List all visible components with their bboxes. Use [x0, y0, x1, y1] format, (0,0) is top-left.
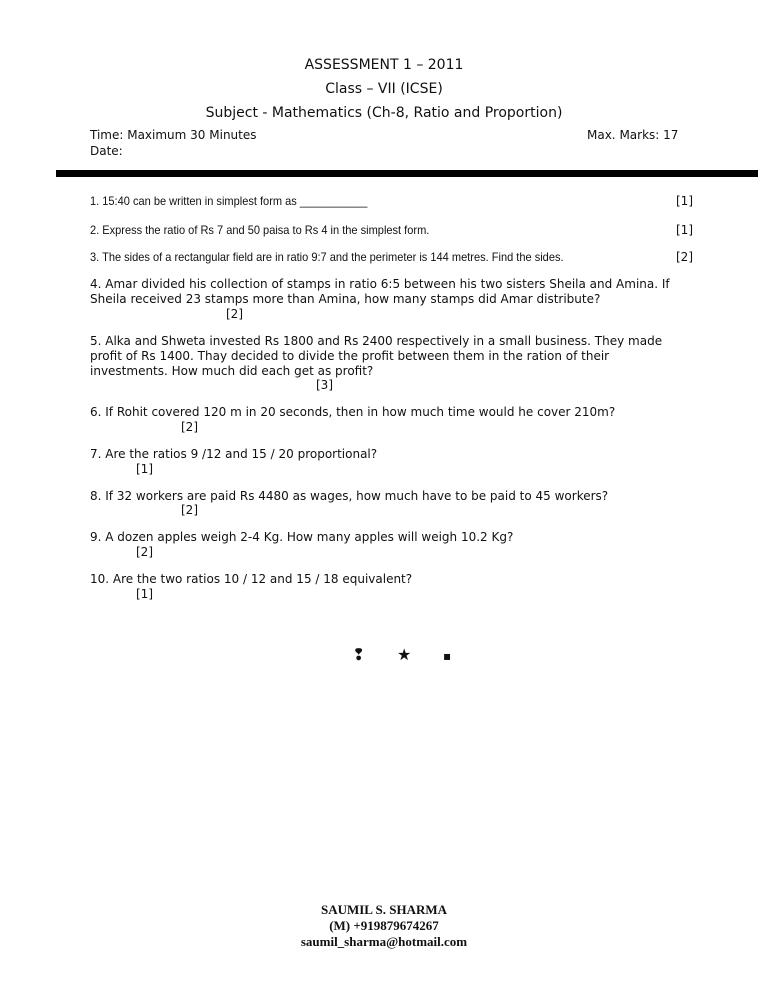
question-9-marks: [2]	[136, 545, 153, 559]
subject-title: Subject - Mathematics (Ch-8, Ratio and Proportion)	[205, 105, 563, 121]
question-8: 8. If 32 workers are paid Rs 4480 as wages, how much have to be paid to 45 workers?	[90, 489, 609, 503]
class-title: Class – VII (ICSE)	[325, 81, 443, 97]
question-4-line-1: 4. Amar divided his collection of stamps in ratio 6:5 between his two sisters Sheila and Amina. If	[90, 277, 670, 291]
author-phone: (M) +919879674267	[329, 918, 439, 933]
question-9: 9. A dozen apples weigh 2-4 Kg. How many apples will weigh 10.2 Kg?	[90, 530, 514, 544]
question-2: 2. Express the ratio of Rs 7 and 50 paisa to Rs 4 in the simplest form.	[90, 223, 430, 237]
question-10: 10. Are the two ratios 10 / 12 and 15 / 18 equivalent?	[90, 572, 413, 586]
question-1: 1. 15:40 can be written in simplest form as ___________	[90, 194, 368, 208]
question-8-marks: [2]	[181, 503, 198, 517]
author-name: SAUMIL S. SHARMA	[320, 902, 448, 917]
question-3: 3. The sides of a rectangular field are in ratio 9:7 and the perimeter is 144 metres. Find the sides.	[90, 250, 564, 264]
assessment-title: ASSESSMENT 1 – 2011	[304, 57, 464, 73]
question-2-marks: [1]	[676, 223, 693, 237]
question-7: 7. Are the ratios 9 /12 and 15 / 20 proportional?	[90, 447, 378, 461]
question-5-line-3: investments. How much did each get as profit?	[90, 364, 374, 378]
question-4-marks: [2]	[226, 307, 243, 321]
max-marks-label: Max. Marks: 17	[587, 128, 679, 142]
question-1-marks: [1]	[676, 194, 693, 208]
question-5-line-2: profit of Rs 1400. Thay decided to divide the profit between them in the ration of their	[90, 349, 610, 363]
question-5-line-1: 5. Alka and Shweta invested Rs 1800 and Rs 2400 respectively in a small business. They made	[90, 334, 663, 348]
time-label: Time: Maximum 30 Minutes	[90, 128, 257, 142]
question-6-marks: [2]	[181, 420, 198, 434]
question-3-marks: [2]	[676, 250, 693, 264]
header-divider	[56, 170, 758, 177]
author-email: saumil_sharma@hotmail.com	[300, 934, 468, 949]
date-label: Date:	[90, 144, 123, 158]
exclamation-ornament-icon: ❢	[352, 645, 366, 664]
question-10-marks: [1]	[136, 587, 153, 601]
square-ornament-icon: ▪	[443, 649, 452, 663]
star-ornament-icon: ★	[397, 645, 412, 664]
question-7-marks: [1]	[136, 462, 153, 476]
question-4-line-2: Sheila received 23 stamps more than Amina, how many stamps did Amar distribute?	[90, 292, 601, 306]
question-6: 6. If Rohit covered 120 m in 20 seconds, then in how much time would he cover 210m?	[90, 405, 616, 419]
question-5-marks: [3]	[316, 378, 333, 392]
